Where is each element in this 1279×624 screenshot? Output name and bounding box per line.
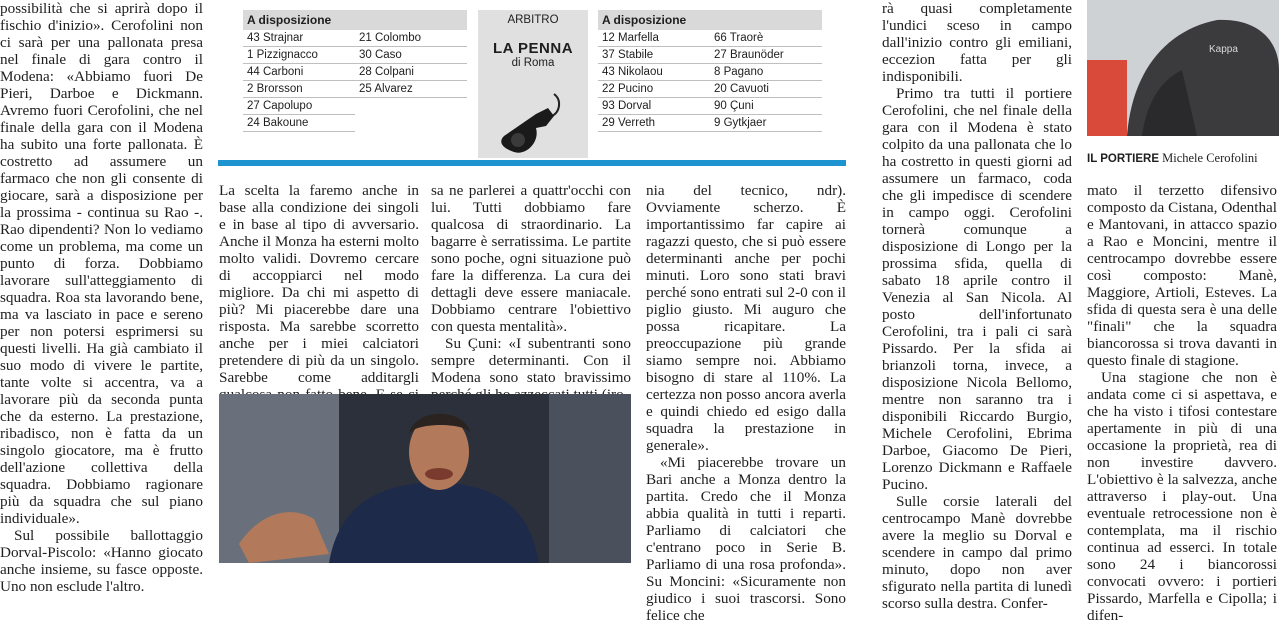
svg-text:Kappa: Kappa: [1209, 44, 1238, 55]
referee-name: LA PENNA: [492, 40, 574, 57]
bench-list-left: [243, 10, 467, 132]
bench-list-right: [598, 10, 822, 132]
player-item: 8 Pagano: [710, 64, 822, 81]
player-item: 27 Braunöder: [710, 47, 822, 64]
player-item: 93 Dorval: [598, 98, 710, 115]
player-item: 25 Alvarez: [355, 81, 467, 98]
bench-header: A disposizione: [598, 10, 822, 30]
paragraph: Su Çuni: «I subentranti sono sempre determinanti. Con il Modena sono stato bravissimo: [431, 335, 631, 386]
referee-label: ARBITRO: [507, 14, 559, 26]
bench-column: [598, 30, 710, 132]
article-column-3: [431, 182, 631, 386]
bench-column: [710, 30, 822, 132]
article-column-6: [1087, 182, 1277, 624]
player-item: 27 Capolupo: [243, 98, 355, 115]
referee-box: [478, 10, 588, 158]
article-column-1: [0, 0, 203, 595]
article-column-4: [646, 182, 846, 624]
paragraph: sa ne parlerei a quattr'occhi con lui. Tutti dobbiamo fare qualcosa di straordinario. La bagarre è serratissima. Le partite sono poche, ogni situazione può fare la differenza. La cura dei dettagli deve essere maniacale. Dobbiamo centrare l'obiettivo con questa mentalità».: [431, 182, 631, 335]
paragraph: Sulle corsie laterali del centrocampo Manè dovrebbe avere la meglio su Dorval e scendere in campo dal primo minuto, dopo non aver sfigurato nella partita di lunedì scorso sulla destra. Confer-: [882, 493, 1072, 612]
player-item: 90 Çuni: [710, 98, 822, 115]
paragraph: La scelta la faremo anche in base alla condizione dei singoli e in base al tipo di avversario. Anche il Monza ha esterni molto molto validi. Dovremo cercare di accoppiarci nel modo migliore. Da chi mi aspetto di più? Mi piacerebbe dare una risposta. Ma sarebbe scorretto anche per i miei calciatori pretendere di più da un singolo. Sarebbe come additargli: [219, 182, 419, 386]
player-item: 24 Bakoune: [243, 115, 355, 132]
coach-figure-icon: [219, 394, 631, 563]
paragraph: Sul possibile ballottaggio Dorval-Piscolo: «Hanno giocato anche insieme, su fasce opposte. Uno non esclude l'altro.: [0, 527, 203, 595]
player-item: 9 Gytkjaer: [710, 115, 822, 132]
player-item: 12 Marfella: [598, 30, 710, 47]
article-column-5: [882, 0, 1072, 612]
player-item: 21 Colombo: [355, 30, 467, 47]
player-item: 29 Verreth: [598, 115, 710, 132]
caption-label: IL PORTIERE: [1087, 153, 1159, 165]
goalkeeper-figure-icon: [1087, 0, 1279, 136]
paragraph: Primo tra tutti il portiere Cerofolini, che nel finale della gara con il Modena è stato colpito da una pallonata che lo ha costretto in questi giorni ad assumere un farmaco, coda che gli impedisce di scendere in campo oggi. Cerofolini tornerà comunque a disposizione di Longo per la prossima sfida, quella di sabato 18 aprile contro il Venezia al San Nicola. Al posto dell'infortunato Cerofolini, tra i pali ci sarà Pissardo. Per la sfida ai brianzoli torna, invece, a disposizione Nicola Bellomo, mentre non saranno tra i disponibili Riccardo Burgio, Michele Cerofolini, Ebrima Darboe, Giacomo De Pieri, Lorenzo Dickmann e Raffaele Pucino.: [882, 85, 1072, 493]
player-item: 66 Traorè: [710, 30, 822, 47]
bench-column: [243, 30, 355, 132]
paragraph: rà quasi completamente l'undici sceso in campo dall'inizio contro gli emiliani, eccezion fatta per gli indisponibili.: [882, 0, 1072, 85]
coach-photo: [219, 394, 631, 563]
player-item: 28 Colpani: [355, 64, 467, 81]
paragraph: nia del tecnico, ndr). Ovviamente scherzo. È importantissimo far capire ai ragazzi questo, che si può essere determinanti anche per pochi minuti. Loro sono stati bravi perché sono entrati sul 2-0 con il piglio giusto. Mi auguro che possa ricapitare. La preoccupazione più grande siamo sempre noi. Abbiamo bisogno di stare al 110%. La certezza non posso ancora averla e quindi chiedo ed esigo dalla squadra la prestazione in generale».: [646, 182, 846, 454]
player-item: 37 Stabile: [598, 47, 710, 64]
player-item: 1 Pizzignacco: [243, 47, 355, 64]
article-column-2: [219, 182, 419, 386]
caption-name: Michele Cerofolini: [1162, 151, 1258, 165]
player-item: 2 Brorsson: [243, 81, 355, 98]
paragraph: mato il terzetto difensivo composto da Cistana, Odenthal e Mantovani, in attacco spazio a Rao e Moncini, mentre il centrocampo dovrebbe essere così composto: Manè, Maggiore, Artioli, Esteves. La sfida di questa sera è una delle "finali" che la squadra biancorossa si trova davanti in questo finale di stagione.: [1087, 182, 1277, 369]
paragraph: possibilità che si aprirà dopo il fischio d'inizio». Cerofolini non ci sarà per una pallonata presa nel finale di gara contro il Modena: «Abbiamo fuori De Pieri, Darboe e Dickmann. Avremo fuori Cerofolini, che nel finale della gara con il Modena ha subito una forte pallonata. È costretto ad assumere un farmaco che non gli consente di giocare, sarà a disposizione per la prossima - continua su Rao -. Rao dipendenti? Non lo vediamo come un problema, ma come un punto di forza. Dobbiamo lavorare sull'atteggiamento di squadra. Roa sta lavorando bene, ma va lasciato in pace e sereno per non potersi esprimersi su questi livelli. Ha già cambiato il suo modo di vivere le partite, tante volte si accentra, va a lavorare più da seconda punta che da esterno. La prestazione, ribadisco, non è fatta da un singolo giocatore, ma è frutto dell'azione collettiva della squadra. Dobbiamo ragionare più da squadra che sul piano individuale».: [0, 0, 203, 527]
player-item: 22 Pucino: [598, 81, 710, 98]
whistle-icon: [496, 90, 570, 162]
player-item: 20 Cavuoti: [710, 81, 822, 98]
player-item: 44 Carboni: [243, 64, 355, 81]
player-item: 43 Strajnar: [243, 30, 355, 47]
section-divider: [218, 160, 846, 166]
referee-city: di Roma: [511, 57, 555, 69]
player-photo: [1087, 0, 1279, 136]
photo-caption: [1087, 151, 1279, 166]
bench-header: A disposizione: [243, 10, 467, 30]
player-item: 30 Caso: [355, 47, 467, 64]
bench-column: [355, 30, 467, 132]
paragraph: Una stagione che non è andata come ci si aspettava, e che ha visto i tifosi contestare apertamente in più di una occasione la proprietà, rea di non investire davvero. L'obiettivo è la salvezza, anche attraverso i play-out. Una eventuale retrocessione non è contemplata, ma il rischio continua ad esserci. In totale sono 24 i biancorossi convocati ovvero: i portieri Pissardo, Marfella e Cipolla; i difen-: [1087, 369, 1277, 624]
player-item: 43 Nikolaou: [598, 64, 710, 81]
paragraph: «Mi piacerebbe trovare un Bari anche a Monza dentro la partita. Credo che il Monza abbia qualità in tutti i reparti. Parliamo di calciatori che c'entrano poco in Serie B. Parliamo di una rosa profonda». Su Moncini: «Sicuramente non giudico i suoi trascorsi. Sono felice che: [646, 454, 846, 624]
